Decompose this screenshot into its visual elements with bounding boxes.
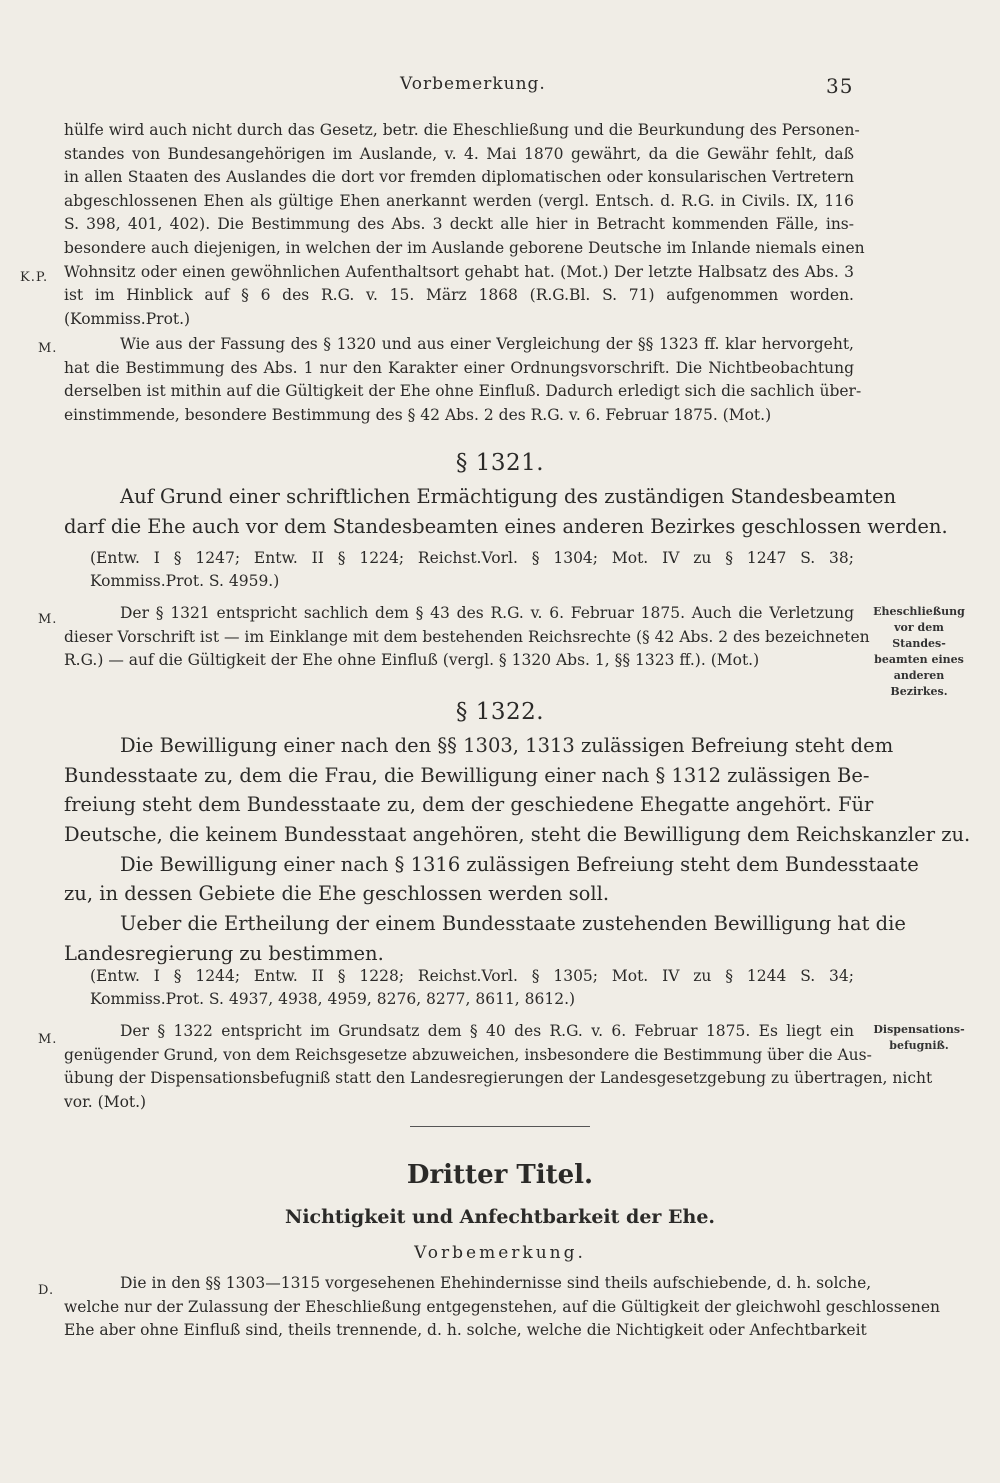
- side-note-line: vor dem: [894, 621, 944, 634]
- side-note-line: Eheschließung: [873, 605, 965, 618]
- text-line: übung der Dispensationsbefugniß statt den Landesregierungen der Landesgesetzgebung zu übertragen, nicht: [64, 1069, 933, 1088]
- side-note-1322: [858, 1022, 980, 1054]
- text-line: abgeschlossenen Ehen als gültige Ehen anerkannt werden (vergl. Entsch. d. R.G. in Civils. IX, 116: [64, 191, 854, 210]
- side-note-line: beamten eines: [874, 653, 964, 666]
- margin-label-m: M.: [38, 341, 58, 356]
- text-line: Der § 1322 entspricht im Grundsatz dem § 40 des R.G. v. 6. Februar 1875. Es liegt ein: [120, 1022, 854, 1040]
- m-paragraph-1321: [64, 602, 870, 673]
- text-line: Kommiss.Prot. S. 4959.): [90, 572, 280, 590]
- title-subtitle: Nichtigkeit und Anfechtbarkeit der Ehe.: [284, 1206, 716, 1228]
- text-line: welche nur der Zulassung der Eheschließung entgegenstehen, auf die Gültigkeit der gleichwohl geschlossenen: [64, 1297, 941, 1316]
- text-line: dieser Vorschrift ist — im Einklange mit dem bestehenden Reichsrechte (§ 42 Abs. 2 des bezeichneten: [64, 627, 870, 646]
- margin-label-m: M.: [38, 1032, 58, 1047]
- side-note-line: befugniß.: [889, 1039, 949, 1052]
- text-line: Die Bewilligung einer nach den §§ 1303, 1313 zulässigen Befreiung steht dem: [120, 734, 894, 757]
- text-line: genügender Grund, von dem Reichsgesetze abzuweichen, insbesondere die Bestimmung über die Aus-: [64, 1045, 872, 1064]
- text-line: Landesregierung zu bestimmen.: [64, 941, 384, 965]
- text-line: darf die Ehe auch vor dem Standesbeamten eines anderen Bezirkes geschlossen werden.: [64, 514, 948, 538]
- margin-label-d: D.: [38, 1283, 55, 1298]
- text-line: Bundesstaate zu, dem die Frau, die Bewilligung einer nach § 1312 zulässigen Be-: [64, 763, 870, 787]
- section-heading-1321: § 1321.: [455, 450, 545, 476]
- text-line: zu, in dessen Gebiete die Ehe geschlossen werden soll.: [64, 882, 610, 906]
- intro-paragraph: [64, 119, 865, 331]
- side-note-line: Dispensations-: [873, 1023, 965, 1036]
- title-heading: Dritter Titel.: [406, 1160, 594, 1190]
- page-number: 35: [826, 74, 854, 98]
- m-paragraph-1322: [64, 1020, 933, 1114]
- side-note-line: anderen: [893, 669, 945, 682]
- text-line: freiung steht dem Bundesstaate zu, dem der geschiedene Ehegatte angehört. Für: [64, 793, 874, 817]
- divider: [410, 1126, 590, 1127]
- text-line: S. 398, 401, 402). Die Bestimmung des Abs. 3 deckt alle hier in Betracht kommenden Fälle, ins-: [64, 215, 854, 234]
- text-line: derselben ist mithin auf die Gültigkeit der Ehe ohne Einfluß. Dadurch erledigt sich die sachlich über-: [64, 382, 862, 401]
- title-paragraph: [64, 1272, 941, 1343]
- text-line: Auf Grund einer schriftlichen Ermächtigung des zuständigen Standesbeamten: [120, 485, 897, 508]
- text-line: Der § 1321 entspricht sachlich dem § 43 des R.G. v. 6. Februar 1875. Auch die Verletzung: [120, 604, 854, 622]
- section-text-1322: [64, 731, 971, 969]
- text-line: Wie aus der Fassung des § 1320 und aus einer Vergleichung der §§ 1323 ff. klar hervorgeht,: [120, 335, 854, 353]
- text-line: hat die Bestimmung des Abs. 1 nur den Karakter einer Ordnungsvorschrift. Die Nichtbeobachtung: [64, 358, 854, 377]
- section-heading-1322: § 1322.: [455, 699, 545, 725]
- section-refs-1321: [64, 547, 854, 593]
- side-note-line: Standes-: [892, 637, 946, 650]
- section-text-1321: [64, 482, 948, 541]
- text-line: hülfe wird auch nicht durch das Gesetz, betr. die Eheschließung und die Beurkundung des Personen-: [64, 121, 860, 139]
- side-note-1321: [858, 604, 980, 700]
- text-line: (Kommiss.Prot.): [64, 309, 191, 328]
- text-line: in allen Staaten des Auslandes die dort vor fremden diplomatischen oder konsularischen Vertretern: [64, 168, 854, 187]
- side-note-line: Bezirkes.: [890, 685, 948, 698]
- m-paragraph-1: [64, 333, 862, 427]
- text-line: R.G.) — auf die Gültigkeit der Ehe ohne Einfluß (vergl. § 1320 Abs. 1, §§ 1323 ff.). (Mot.): [64, 651, 760, 670]
- text-line: (Entw. I § 1247; Entw. II § 1224; Reichst.Vorl. § 1304; Mot. IV zu § 1247 S. 38;: [90, 549, 854, 567]
- text-line: Die in den §§ 1303—1315 vorgesehenen Ehehindernisse sind theils aufschiebende, d. h. solche,: [120, 1274, 872, 1292]
- section-refs-1322: [64, 965, 854, 1011]
- text-line: Ueber die Ertheilung der einem Bundesstaate zustehenden Bewilligung hat die: [120, 912, 906, 936]
- margin-label-kp: K.P.: [20, 270, 49, 285]
- text-line: Wohnsitz oder einen gewöhnlichen Aufenthaltsort gehabt hat. (Mot.) Der letzte Halbsatz des Abs. 3: [64, 262, 854, 281]
- vorbemerkung-heading: Vorbemerkung.: [414, 1243, 586, 1263]
- text-line: vor. (Mot.): [64, 1092, 147, 1111]
- text-line: (Entw. I § 1244; Entw. II § 1228; Reichst.Vorl. § 1305; Mot. IV zu § 1244 S. 34;: [90, 967, 854, 985]
- text-line: Ehe aber ohne Einfluß sind, theils trennende, d. h. solche, welche die Nichtigkeit oder Anfechtbarkeit: [64, 1321, 867, 1340]
- text-line: besondere auch diejenigen, in welchen der im Auslande geborene Deutsche im Inlande niemals einen: [64, 238, 865, 257]
- text-line: ist im Hinblick auf § 6 des R.G. v. 15. März 1868 (R.G.Bl. S. 71) aufgenommen worden.: [64, 286, 854, 305]
- running-header-title: Vorbemerkung.: [400, 74, 546, 94]
- text-line: einstimmende, besondere Bestimmung des § 42 Abs. 2 des R.G. v. 6. Februar 1875. (Mot.): [64, 405, 772, 424]
- text-line: Kommiss.Prot. S. 4937, 4938, 4959, 8276, 8277, 8611, 8612.): [90, 990, 576, 1008]
- text-line: Die Bewilligung einer nach § 1316 zulässigen Befreiung steht dem Bundesstaate: [120, 852, 919, 876]
- text-line: Deutsche, die keinem Bundesstaat angehören, steht die Bewilligung dem Reichskanzler zu.: [64, 823, 971, 847]
- margin-label-m: M.: [38, 612, 58, 627]
- text-line: standes von Bundesangehörigen im Auslande, v. 4. Mai 1870 gewährt, da die Gewähr fehlt, daß: [64, 144, 854, 163]
